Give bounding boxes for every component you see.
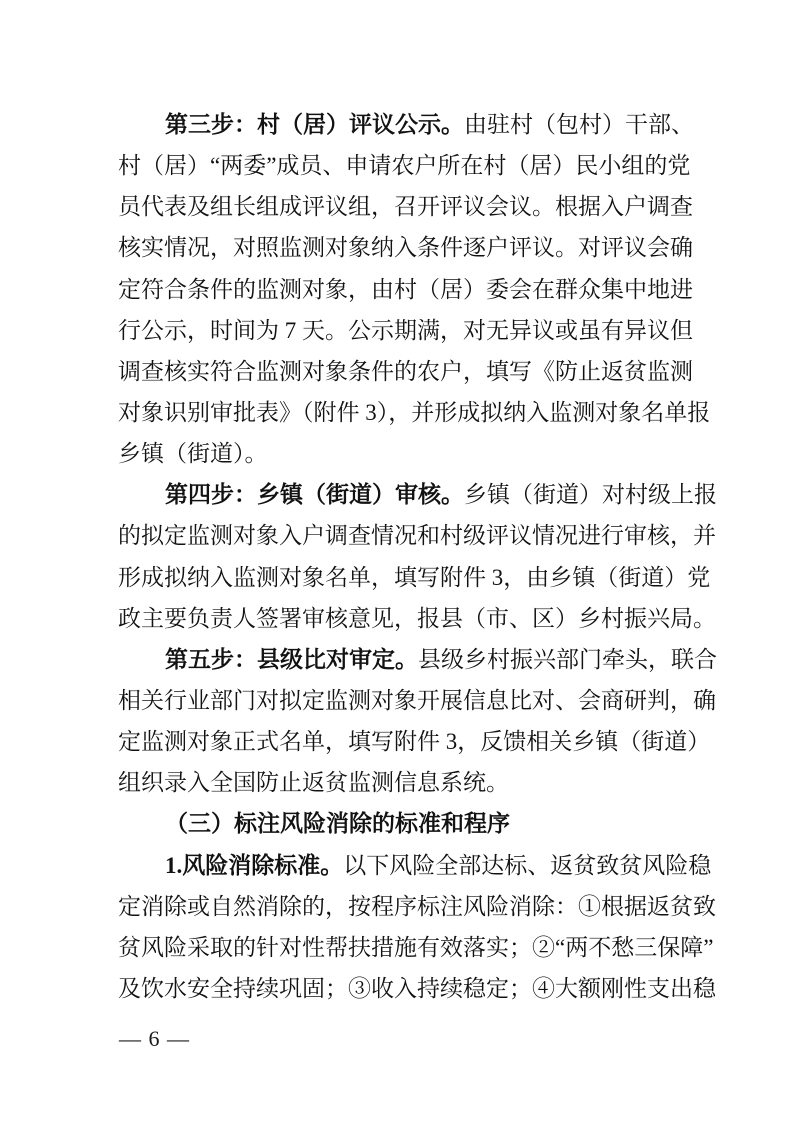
text-line <box>118 557 711 598</box>
text-line <box>118 680 716 721</box>
text-run: 以下风险全部达标、返贫致贫风险稳 <box>343 852 712 878</box>
paragraph-indent <box>118 501 165 502</box>
text-line <box>118 145 691 186</box>
bold-text-run: 第四步：乡镇（街道）审核。 <box>165 482 464 508</box>
text-line <box>118 392 711 433</box>
text-run: 核实情况，对照监测对象纳入条件逐户评议。对评议会确 <box>118 235 693 261</box>
text-line <box>118 762 685 803</box>
text-line <box>118 845 712 886</box>
text-run: 定消除或自然消除的，按程序标注风险消除：①根据返贫致 <box>118 893 716 919</box>
text-line <box>118 803 685 844</box>
text-run: 定监测对象正式名单，填写附件 3，反馈相关乡镇（街道） <box>118 729 711 755</box>
text-run: 相关行业部门对拟定监测对象开展信息比对、会商研判，确 <box>118 687 716 713</box>
page-number: — 6 — <box>119 1026 190 1051</box>
bold-text-run: 第三步：村（居）评议公示。 <box>165 112 464 137</box>
text-run: 的拟定监测对象入户调查情况和村级评议情况进行审核，并 <box>118 523 716 549</box>
text-line <box>118 433 685 474</box>
paragraph-indent <box>118 131 165 132</box>
document-body <box>118 104 717 1009</box>
text-run: 乡镇（街道）对村级上报 <box>464 482 717 508</box>
text-line <box>118 639 717 680</box>
text-run: 定符合条件的监测对象，由村（居）委会在群众集中地进 <box>118 276 693 302</box>
text-line <box>118 186 693 227</box>
bold-text-run: 1.风险消除标准。 <box>165 852 344 878</box>
text-run: 调查核实符合监测对象条件的农户，填写《防止返贫监测 <box>118 358 693 384</box>
text-line <box>118 515 716 556</box>
text-run: 由驻村（包村）干部、 <box>464 112 694 137</box>
text-line <box>118 927 714 968</box>
text-run: 政主要负责人签署审核意见，报县（市、区）乡村振兴局。 <box>118 605 716 631</box>
text-run: 贫风险采取的针对性帮扶措施有效落实；②“两不愁三保障” <box>118 934 714 960</box>
text-run: 员代表及组长组成评议组，召开评议会议。根据入户调查 <box>118 194 693 220</box>
paragraph-indent <box>118 872 165 873</box>
bold-text-run: （三）标注风险消除的标准和程序 <box>165 811 510 837</box>
text-line <box>118 269 693 310</box>
text-run: 县级乡村振兴部门牵头，联合 <box>418 646 717 672</box>
text-line <box>118 886 716 927</box>
text-line <box>118 104 694 145</box>
bold-text-run: 第五步：县级比对审定。 <box>165 646 418 672</box>
text-line <box>118 598 716 639</box>
text-run: 组织录入全国防止返贫监测信息系统。 <box>118 770 509 796</box>
text-line <box>118 474 717 515</box>
paragraph-indent <box>118 666 165 667</box>
text-run: 及饮水安全持续巩固；③收入持续稳定；④大额刚性支出稳 <box>118 975 716 1001</box>
text-line <box>118 721 711 762</box>
text-run: 行公示，时间为 7 天。公示期满，对无异议或虽有异议但 <box>118 317 693 343</box>
text-line <box>118 227 693 268</box>
text-run: 对象识别审批表》（附件 3），并形成拟纳入监测对象名单报 <box>118 399 711 425</box>
text-line <box>118 968 716 1009</box>
text-line <box>118 351 693 392</box>
text-run: 村（居）“两委”成员、申请农户所在村（居）民小组的党 <box>118 153 691 179</box>
text-run: 乡镇（街道）。 <box>118 441 268 467</box>
text-line <box>118 310 693 351</box>
paragraph-indent <box>118 830 165 831</box>
text-run: 形成拟纳入监测对象名单，填写附件 3，由乡镇（街道）党 <box>118 564 711 590</box>
